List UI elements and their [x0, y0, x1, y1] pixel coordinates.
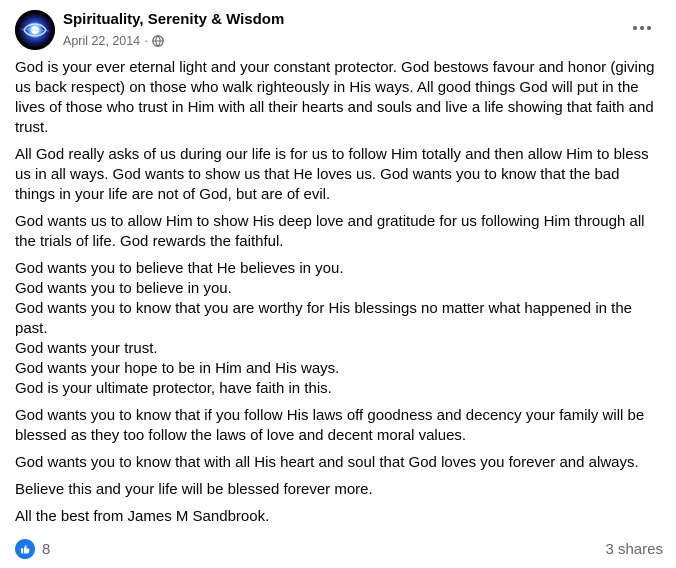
- post-text-line: God wants you to know that if you follow His laws off goodness and decency your family will be blessed as they too follow the laws of love and decent moral values.: [15, 407, 645, 444]
- post-paragraph: [15, 507, 663, 527]
- more-options-icon: [632, 18, 652, 36]
- post-text-line: God wants your trust.: [15, 340, 158, 357]
- avatar-image: [15, 10, 55, 50]
- post-paragraph: [15, 453, 663, 473]
- post-text-line: God wants your hope to be in Him and His ways.: [15, 360, 340, 377]
- post-text-line: God is your ever eternal light and your constant protector. God bestows favour and honor (giving us back respect) on those who walk righteously in His ways. All good things God will put in the lives of those who trust in Him with all their hearts and souls and live a life showing that faith and trust.: [15, 59, 655, 136]
- post-text-line: God wants us to allow Him to show His deep love and gratitude for us following Him through all the trials of life. God rewards the faithful.: [15, 213, 645, 250]
- like-icon: [15, 539, 35, 559]
- post-paragraph: [15, 480, 663, 500]
- post-text-line: Believe this and your life will be blessed forever more.: [15, 481, 373, 498]
- post-paragraph: [15, 58, 663, 138]
- post-text-line: All God really asks of us during our life is for us to follow Him totally and then allow Him to bless us in all ways. God wants to show us that He loves us. God wants you to know that the bad things in your life are not of God, but are of evil.: [15, 146, 649, 203]
- post-meta: [63, 33, 164, 49]
- post-header: [15, 9, 660, 53]
- more-options-button[interactable]: [624, 13, 660, 41]
- post-footer: [15, 539, 663, 561]
- post-text-line: God is your ultimate protector, have faith in this.: [15, 380, 332, 397]
- post-text-line: God wants you to know that you are worthy for His blessings no matter what happened in the past.: [15, 300, 633, 337]
- post-paragraph: [15, 145, 663, 205]
- page-avatar[interactable]: [15, 10, 55, 50]
- post-paragraph: [15, 406, 663, 446]
- globe-icon: [152, 35, 164, 47]
- reaction-count: 8: [42, 540, 51, 558]
- page-name[interactable]: Spirituality, Serenity & Wisdom: [63, 11, 285, 28]
- post-body: [15, 58, 663, 534]
- meta-separator: ·: [144, 34, 149, 48]
- post-paragraph: [15, 259, 663, 399]
- reactions-summary[interactable]: [15, 539, 50, 559]
- post-date[interactable]: April 22, 2014: [63, 34, 141, 48]
- post-text-line: God wants you to believe that He believes in you.: [15, 260, 344, 277]
- post-text-line: God wants you to know that with all His heart and soul that God loves you forever and always.: [15, 454, 639, 471]
- post-paragraph: [15, 212, 663, 252]
- shares-count[interactable]: 3 shares: [605, 541, 663, 558]
- post-text-line: All the best from James M Sandbrook.: [15, 508, 270, 525]
- post-text-line: God wants you to believe in you.: [15, 280, 232, 297]
